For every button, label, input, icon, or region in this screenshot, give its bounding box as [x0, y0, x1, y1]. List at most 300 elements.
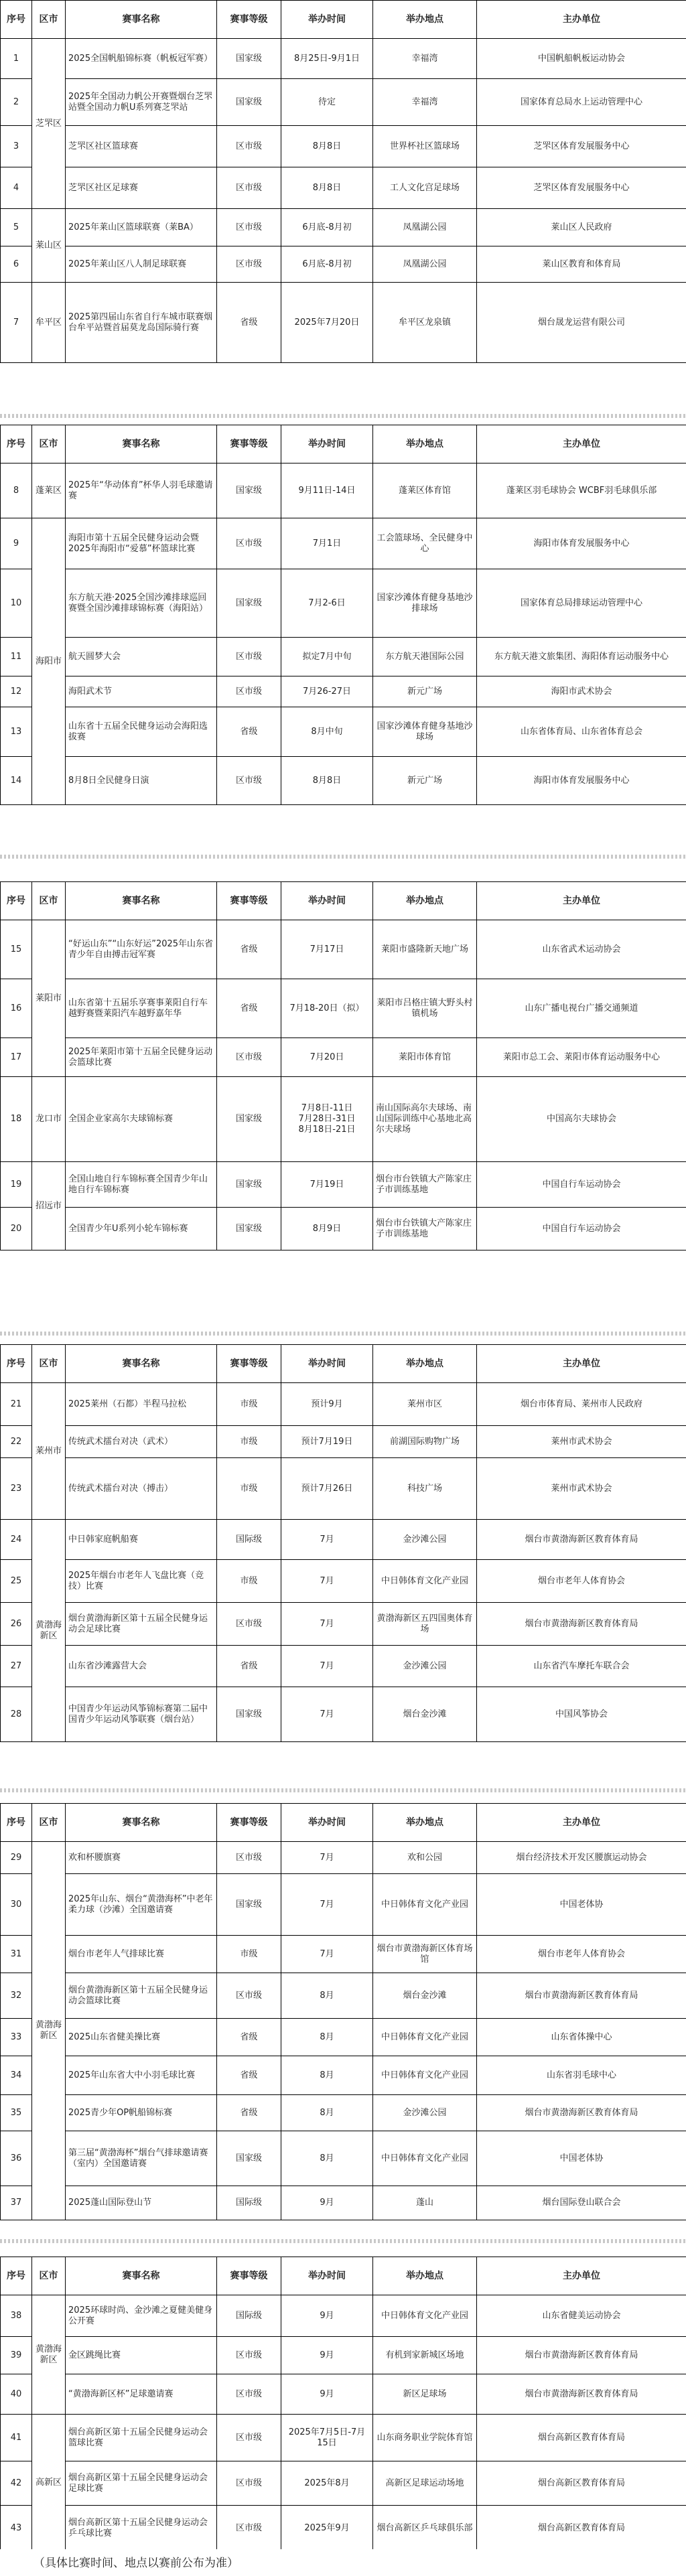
event-level: 国家级	[217, 569, 281, 638]
event-table	[0, 2257, 686, 2549]
district-cell: 牟平区	[32, 283, 66, 363]
event-organizer: 烟台市黄渤海新区教育体育局	[477, 2374, 686, 2415]
row-index: 29	[1, 1842, 32, 1874]
event-organizer: 中国风筝协会	[477, 1687, 686, 1742]
event-level: 区市级	[217, 2337, 281, 2374]
page-divider	[0, 414, 686, 418]
event-place: 欢和公园	[373, 1842, 477, 1874]
event-level: 区市级	[217, 1603, 281, 1646]
event-organizer: 莱州市武术协会	[477, 1426, 686, 1458]
event-time: 2025年9月	[281, 2506, 373, 2550]
event-name: 8月8日全民健身日演	[66, 757, 217, 805]
event-name: 传统武术擂台对决（武术）	[66, 1426, 217, 1458]
event-table	[0, 881, 686, 1250]
event-place: 中日韩体育文化产业园	[373, 1560, 477, 1603]
table-header-row	[1, 425, 686, 463]
event-level: 国家级	[217, 1687, 281, 1742]
event-place: 中日韩体育文化产业园	[373, 2131, 477, 2186]
row-index: 18	[1, 1077, 32, 1162]
event-place: 烟台金沙滩	[373, 1973, 477, 2019]
event-name: “好运山东”“山东好运”2025年山东省青少年自由搏击冠军赛	[66, 920, 217, 979]
row-index: 21	[1, 1383, 32, 1426]
event-time: 7月	[281, 1560, 373, 1603]
event-level: 市级	[217, 1383, 281, 1426]
event-name: 2025莱州（石都）半程马拉松	[66, 1383, 217, 1426]
event-name: 烟台黄渤海新区第十五届全民健身运动会篮球比赛	[66, 1973, 217, 2019]
event-level: 国家级	[217, 1208, 281, 1250]
header-organizer: 主办单位	[477, 425, 686, 463]
event-time: 9月11日-14日	[281, 463, 373, 518]
event-time: 7月20日	[281, 1038, 373, 1077]
event-name: 烟台市老年人气排球比赛	[66, 1936, 217, 1973]
row-index: 3	[1, 126, 32, 167]
table-row	[1, 2186, 686, 2220]
header-index: 序号	[1, 1345, 32, 1383]
header-index: 序号	[1, 2257, 32, 2295]
event-time: 7月1日	[281, 518, 373, 569]
district-cell: 招远市	[32, 1162, 66, 1250]
table-row	[1, 246, 686, 283]
event-name: 金区跳绳比赛	[66, 2337, 217, 2374]
event-place: 中日韩体育文化产业园	[373, 2019, 477, 2056]
table-row	[1, 1208, 686, 1250]
event-place: 凤凰湖公园	[373, 209, 477, 246]
header-place: 举办地点	[373, 1345, 477, 1383]
event-place: 山东商务职业学院体育馆	[373, 2415, 477, 2461]
event-organizer: 烟台市黄渤海新区教育体育局	[477, 1973, 686, 2019]
event-name: 东方航天港·2025全国沙滩排球巡回赛暨全国沙滩排球锦标赛（海阳站）	[66, 569, 217, 638]
table-header-row	[1, 1804, 686, 1842]
table-row	[1, 920, 686, 979]
event-level: 区市级	[217, 2461, 281, 2506]
table-row	[1, 167, 686, 209]
header-district: 区市	[32, 1804, 66, 1842]
event-time: 6月底-8月初	[281, 246, 373, 283]
district-cell: 黄渤海新区	[32, 1842, 66, 2220]
event-level: 国际级	[217, 2295, 281, 2337]
event-organizer: 莱阳市总工会、莱阳市体育运动服务中心	[477, 1038, 686, 1077]
event-name: 2025年莱山区八人制足球联赛	[66, 246, 217, 283]
event-place: 莱阳市吕格庄镇大野头村镇机场	[373, 979, 477, 1038]
event-level: 市级	[217, 1936, 281, 1973]
event-organizer: 莱州市武术协会	[477, 1458, 686, 1520]
event-name: 传统武术擂台对决（搏击）	[66, 1458, 217, 1520]
row-index: 43	[1, 2506, 32, 2550]
event-place: 中日韩体育文化产业园	[373, 2056, 477, 2095]
table-row	[1, 1458, 686, 1520]
event-level: 区市级	[217, 126, 281, 167]
table-row	[1, 1874, 686, 1936]
event-organizer: 国家体育总局排球运动管理中心	[477, 569, 686, 638]
header-event-name: 赛事名称	[66, 1804, 217, 1842]
header-level: 赛事等级	[217, 882, 281, 920]
event-time: 2025年7月20日	[281, 283, 373, 363]
event-level: 国家级	[217, 1874, 281, 1936]
table-header-row	[1, 882, 686, 920]
event-time: 8月8日	[281, 757, 373, 805]
event-level: 区市级	[217, 1973, 281, 2019]
table-row	[1, 463, 686, 518]
header-district: 区市	[32, 1, 66, 39]
row-index: 36	[1, 2131, 32, 2186]
event-time: 7月	[281, 1687, 373, 1742]
event-level: 省级	[217, 2019, 281, 2056]
event-time: 7月8日-11日 7月28日-31日 8月18日-21日	[281, 1077, 373, 1162]
table-row	[1, 2095, 686, 2131]
table-page-5	[0, 1803, 686, 2230]
event-organizer: 烟台高新区教育体育局	[477, 2415, 686, 2461]
event-name: 芝罘区社区篮球赛	[66, 126, 217, 167]
event-place: 国家沙滩体育健身基地沙排球场	[373, 569, 477, 638]
header-time: 举办时间	[281, 1804, 373, 1842]
event-organizer: 烟台经济技术开发区腰旗运动协会	[477, 1842, 686, 1874]
event-time: 8月	[281, 1973, 373, 2019]
header-level: 赛事等级	[217, 2257, 281, 2295]
event-organizer: 山东广播电视台广播交通频道	[477, 979, 686, 1038]
table-row	[1, 1603, 686, 1646]
event-place: 幸福湾	[373, 79, 477, 126]
table-page-6	[0, 2257, 686, 2549]
event-level: 国家级	[217, 79, 281, 126]
table-row	[1, 1520, 686, 1560]
event-time: 9月	[281, 2374, 373, 2415]
table-row	[1, 2506, 686, 2550]
event-time: 预计9月	[281, 1383, 373, 1426]
table-row	[1, 707, 686, 757]
event-time: 7月2-6日	[281, 569, 373, 638]
event-organizer: 海阳市体育发展服务中心	[477, 518, 686, 569]
district-cell: 海阳市	[32, 518, 66, 805]
event-place: 国家沙滩体育健身基地沙球场	[373, 707, 477, 757]
row-index: 1	[1, 39, 32, 79]
table-row	[1, 1936, 686, 1973]
event-organizer: 烟台高新区教育体育局	[477, 2461, 686, 2506]
event-level: 国际级	[217, 1520, 281, 1560]
event-name: 全国青少年U系列小轮车锦标赛	[66, 1208, 217, 1250]
table-row	[1, 2415, 686, 2461]
event-place: 烟台高新区乒乓球俱乐部	[373, 2506, 477, 2550]
event-place: 新区足球场	[373, 2374, 477, 2415]
header-event-name: 赛事名称	[66, 882, 217, 920]
event-place: 有机到家新城区场地	[373, 2337, 477, 2374]
event-level: 市级	[217, 1560, 281, 1603]
event-organizer: 蓬莱区羽毛球协会 WCBF羽毛球俱乐部	[477, 463, 686, 518]
row-index: 24	[1, 1520, 32, 1560]
header-level: 赛事等级	[217, 1, 281, 39]
row-index: 38	[1, 2295, 32, 2337]
event-name: 山东省十五届全民健身运动会海阳选拔赛	[66, 707, 217, 757]
event-time: 2025年8月	[281, 2461, 373, 2506]
event-name: 烟台黄渤海新区第十五届全民健身运动会足球比赛	[66, 1603, 217, 1646]
event-place: 烟台金沙滩	[373, 1687, 477, 1742]
event-table	[0, 1803, 686, 2220]
district-cell: 黄渤海新区	[32, 2295, 66, 2415]
event-name: 中国青少年运动风筝锦标赛第二届中国青少年运动风筝联赛（烟台站）	[66, 1687, 217, 1742]
row-index: 26	[1, 1603, 32, 1646]
table-row	[1, 2374, 686, 2415]
event-time: 7月17日	[281, 920, 373, 979]
event-level: 区市级	[217, 676, 281, 707]
event-name: 第三届“黄渤海杯”烟台气排球邀请赛（室内）全国邀请赛	[66, 2131, 217, 2186]
table-row	[1, 39, 686, 79]
event-time: 7月	[281, 1874, 373, 1936]
event-name: 烟台高新区第十五届全民健身运动会足球比赛	[66, 2461, 217, 2506]
event-organizer: 山东省体育局、山东省体育总会	[477, 707, 686, 757]
header-place: 举办地点	[373, 2257, 477, 2295]
header-organizer: 主办单位	[477, 1804, 686, 1842]
event-level: 国家级	[217, 39, 281, 79]
event-time: 2025年7月5日-7月15日	[281, 2415, 373, 2461]
event-level: 省级	[217, 2056, 281, 2095]
event-organizer: 莱山区人民政府	[477, 209, 686, 246]
event-level: 区市级	[217, 167, 281, 209]
header-place: 举办地点	[373, 1804, 477, 1842]
header-index: 序号	[1, 1, 32, 39]
event-place: 蓬山	[373, 2186, 477, 2220]
event-time: 7月	[281, 1603, 373, 1646]
event-organizer: 烟台市黄渤海新区教育体育局	[477, 1520, 686, 1560]
row-index: 40	[1, 2374, 32, 2415]
event-time: 9月	[281, 2186, 373, 2220]
header-place: 举办地点	[373, 882, 477, 920]
row-index: 5	[1, 209, 32, 246]
district-cell: 莱州市	[32, 1383, 66, 1520]
event-time: 8月8日	[281, 167, 373, 209]
page-divider	[0, 855, 686, 859]
table-page-2	[0, 425, 686, 841]
event-level: 区市级	[217, 209, 281, 246]
header-organizer: 主办单位	[477, 2257, 686, 2295]
table-row	[1, 569, 686, 638]
row-index: 8	[1, 463, 32, 518]
header-district: 区市	[32, 2257, 66, 2295]
event-time: 9月	[281, 2337, 373, 2374]
event-organizer: 海阳市体育发展服务中心	[477, 757, 686, 805]
event-time: 8月25日-9月1日	[281, 39, 373, 79]
table-row	[1, 1426, 686, 1458]
row-index: 37	[1, 2186, 32, 2220]
event-name: 欢和杯腰旗赛	[66, 1842, 217, 1874]
event-organizer: 芝罘区体育发展服务中心	[477, 167, 686, 209]
district-cell: 黄渤海新区	[32, 1520, 66, 1742]
event-name: 2025第四届山东省自行车城市联赛烟台牟平站暨首届莫龙岛国际骑行赛	[66, 283, 217, 363]
event-level: 区市级	[217, 2415, 281, 2461]
event-place: 蓬莱区体育馆	[373, 463, 477, 518]
event-organizer: 中国高尔夫球协会	[477, 1077, 686, 1162]
event-place: 黄渤海新区五四国奥体育场	[373, 1603, 477, 1646]
event-time: 8月	[281, 2095, 373, 2131]
event-place: 南山国际高尔夫球场、南山国际训练中心基地北高尔夫球场	[373, 1077, 477, 1162]
event-time: 8月	[281, 2131, 373, 2186]
event-level: 省级	[217, 1646, 281, 1687]
event-time: 7月19日	[281, 1162, 373, 1208]
header-event-name: 赛事名称	[66, 1, 217, 39]
event-place: 新元广场	[373, 757, 477, 805]
event-level: 市级	[217, 1458, 281, 1520]
event-organizer: 中国自行车运动协会	[477, 1208, 686, 1250]
event-time: 7月	[281, 1842, 373, 1874]
row-index: 27	[1, 1646, 32, 1687]
header-organizer: 主办单位	[477, 882, 686, 920]
event-time: 预计7月19日	[281, 1426, 373, 1458]
header-time: 举办时间	[281, 1, 373, 39]
event-level: 区市级	[217, 246, 281, 283]
event-time: 7月26-27日	[281, 676, 373, 707]
event-name: 中日韩家庭帆船赛	[66, 1520, 217, 1560]
event-organizer: 烟台市黄渤海新区教育体育局	[477, 1603, 686, 1646]
header-level: 赛事等级	[217, 1345, 281, 1383]
event-name: 全国山地自行车锦标赛全国青少年山地自行车锦标赛	[66, 1162, 217, 1208]
event-place: 金沙滩公园	[373, 1646, 477, 1687]
row-index: 22	[1, 1426, 32, 1458]
table-row	[1, 2019, 686, 2056]
row-index: 28	[1, 1687, 32, 1742]
event-organizer: 中国老体协	[477, 1874, 686, 1936]
event-place: 高新区足球运动场地	[373, 2461, 477, 2506]
table-row	[1, 1383, 686, 1426]
event-place: 烟台市台铁镇大产陈家庄子市训练基地	[373, 1162, 477, 1208]
table-row	[1, 2337, 686, 2374]
event-level: 国家级	[217, 463, 281, 518]
event-time: 6月底-8月初	[281, 209, 373, 246]
event-organizer: 山东省健美运动协会	[477, 2295, 686, 2337]
district-cell: 莱阳市	[32, 920, 66, 1077]
table-row	[1, 1560, 686, 1603]
header-level: 赛事等级	[217, 425, 281, 463]
event-name: 航天圆梦大会	[66, 638, 217, 676]
row-index: 10	[1, 569, 32, 638]
header-index: 序号	[1, 882, 32, 920]
event-name: 2025年“华动体育”杯华人羽毛球邀请赛	[66, 463, 217, 518]
district-cell: 蓬莱区	[32, 463, 66, 518]
table-page-1	[0, 0, 686, 399]
event-place: 金沙滩公园	[373, 2095, 477, 2131]
row-index: 23	[1, 1458, 32, 1520]
event-organizer: 山东省羽毛球中心	[477, 2056, 686, 2095]
event-name: 2025全国帆船锦标赛（帆板冠军赛）	[66, 39, 217, 79]
table-row	[1, 1162, 686, 1208]
table-row	[1, 1687, 686, 1742]
row-index: 31	[1, 1936, 32, 1973]
row-index: 19	[1, 1162, 32, 1208]
header-index: 序号	[1, 1804, 32, 1842]
header-event-name: 赛事名称	[66, 1345, 217, 1383]
event-place: 东方航天港国际公园	[373, 638, 477, 676]
event-place: 牟平区龙泉镇	[373, 283, 477, 363]
row-index: 25	[1, 1560, 32, 1603]
event-place: 世界杯社区篮球场	[373, 126, 477, 167]
event-name: 2025山东省健美操比赛	[66, 2019, 217, 2056]
event-time: 9月	[281, 2295, 373, 2337]
event-table	[0, 1344, 686, 1742]
event-organizer: 中国老体协	[477, 2131, 686, 2186]
row-index: 11	[1, 638, 32, 676]
event-organizer: 莱山区教育和体育局	[477, 246, 686, 283]
event-level: 省级	[217, 920, 281, 979]
district-cell: 龙口市	[32, 1077, 66, 1162]
event-time: 7月	[281, 1936, 373, 1973]
header-event-name: 赛事名称	[66, 425, 217, 463]
event-level: 国家级	[217, 2131, 281, 2186]
event-organizer: 烟台市黄渤海新区教育体育局	[477, 2337, 686, 2374]
event-time: 8月8日	[281, 126, 373, 167]
row-index: 33	[1, 2019, 32, 2056]
table-row	[1, 283, 686, 363]
table-header-row	[1, 2257, 686, 2295]
table-row	[1, 2131, 686, 2186]
event-place: 工会篮球场、全民健身中心	[373, 518, 477, 569]
row-index: 17	[1, 1038, 32, 1077]
event-place: 新元广场	[373, 676, 477, 707]
table-row	[1, 757, 686, 805]
event-organizer: 烟台晟龙运营有限公司	[477, 283, 686, 363]
event-time: 7月18-20日（拟）	[281, 979, 373, 1038]
district-cell: 芝罘区	[32, 39, 66, 209]
event-level: 区市级	[217, 1038, 281, 1077]
table-row	[1, 126, 686, 167]
event-organizer: 山东省武术运动协会	[477, 920, 686, 979]
event-name: 2025年山东、烟台“黄渤海杯”中老年柔力球（沙滩）全国邀请赛	[66, 1874, 217, 1936]
event-time: 预计7月26日	[281, 1458, 373, 1520]
event-organizer: 海阳市武术协会	[477, 676, 686, 707]
event-place: 幸福湾	[373, 39, 477, 79]
event-level: 省级	[217, 707, 281, 757]
event-time: 7月	[281, 1646, 373, 1687]
table-row	[1, 1077, 686, 1162]
table-row	[1, 979, 686, 1038]
row-index: 9	[1, 518, 32, 569]
table-row	[1, 1038, 686, 1077]
table-row	[1, 638, 686, 676]
event-level: 国际级	[217, 2186, 281, 2220]
event-place: 莱州市区	[373, 1383, 477, 1426]
event-level: 区市级	[217, 638, 281, 676]
event-table	[0, 425, 686, 805]
event-name: 2025蓬山国际登山节	[66, 2186, 217, 2220]
header-place: 举办地点	[373, 425, 477, 463]
event-level: 省级	[217, 283, 281, 363]
event-name: 2025年山东省大中小羽毛球比赛	[66, 2056, 217, 2095]
table-page-3	[0, 881, 686, 1305]
event-name: 海阳武术节	[66, 676, 217, 707]
event-name: 2025年莱阳市第十五届全民健身运动会篮球比赛	[66, 1038, 217, 1077]
event-level: 国家级	[217, 1077, 281, 1162]
row-index: 4	[1, 167, 32, 209]
event-name: 2025年烟台市老年人飞盘比赛（竞技）比赛	[66, 1560, 217, 1603]
row-index: 16	[1, 979, 32, 1038]
event-organizer: 芝罘区体育发展服务中心	[477, 126, 686, 167]
event-level: 区市级	[217, 757, 281, 805]
event-table	[0, 0, 686, 363]
header-event-name: 赛事名称	[66, 2257, 217, 2295]
event-time: 待定	[281, 79, 373, 126]
event-organizer: 中国帆船帆板运动协会	[477, 39, 686, 79]
district-cell: 高新区	[32, 2415, 66, 2550]
table-row	[1, 1646, 686, 1687]
header-time: 举办时间	[281, 882, 373, 920]
event-level: 省级	[217, 2095, 281, 2131]
event-name: 山东省第十五届乐享赛事莱阳自行车越野赛暨莱阳汽车越野嘉年华	[66, 979, 217, 1038]
event-name: 烟台高新区第十五届全民健身运动会乒乓球比赛	[66, 2506, 217, 2550]
table-row	[1, 2295, 686, 2337]
table-row	[1, 518, 686, 569]
table-header-row	[1, 1345, 686, 1383]
event-name: 烟台高新区第十五届全民健身运动会篮球比赛	[66, 2415, 217, 2461]
event-place: 烟台市台铁镇大产陈家庄子市训练基地	[373, 1208, 477, 1250]
header-place: 举办地点	[373, 1, 477, 39]
header-district: 区市	[32, 1345, 66, 1383]
row-index: 12	[1, 676, 32, 707]
